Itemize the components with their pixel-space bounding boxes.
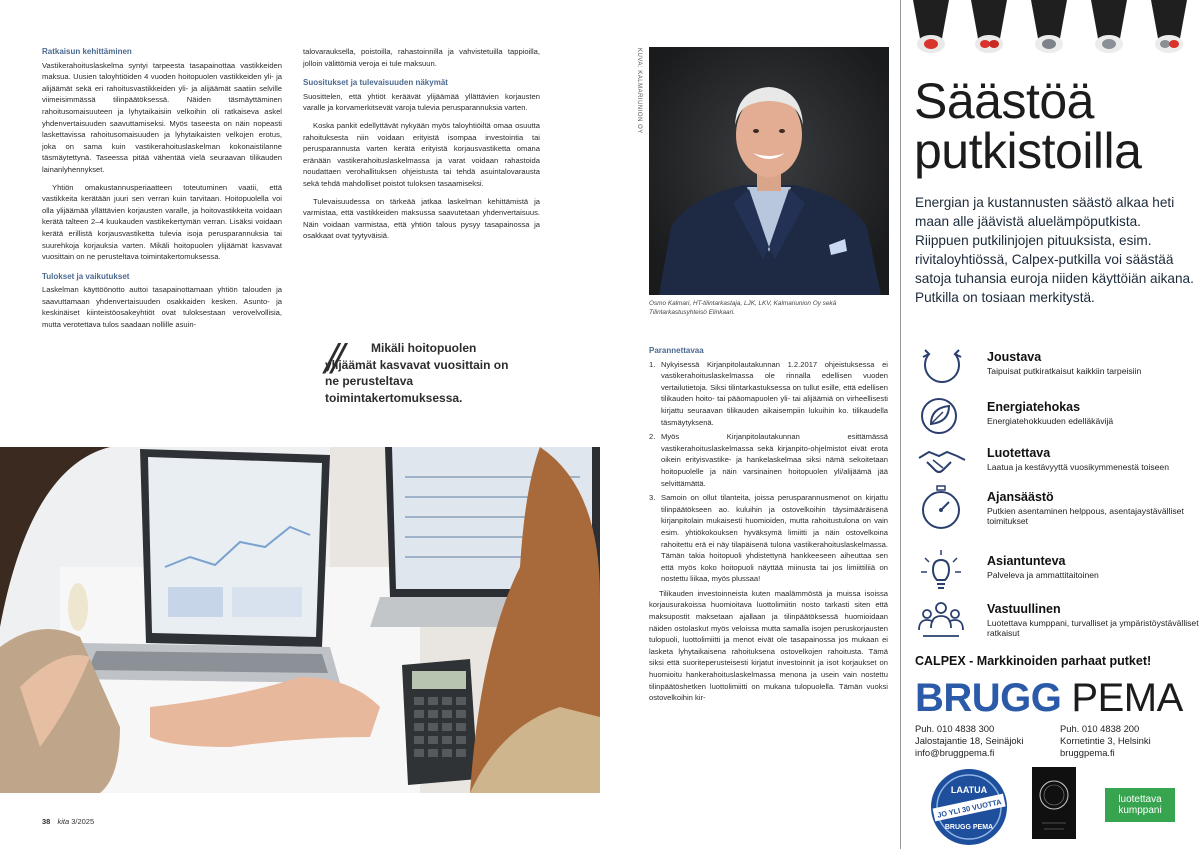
article-column-3 xyxy=(649,345,888,710)
lightbulb-icon xyxy=(917,548,967,596)
brugg-pema-advertisement xyxy=(900,0,1200,849)
photo-caption: Osmo Kalmari, HT-tilintarkastaja, LJK, LKV, Kalmariunion Oy sekä Tilintarkastusyhteisö Elinkaari. xyxy=(649,300,837,316)
badge-mid-text: JO YLI 30 VUOTTA xyxy=(936,797,1003,820)
list-item: 2. Myös Kirjanpitolautakunnan esittämässä vastikerahoituslaskelmassa sekä kirjanpito-ohjelmistot eivät erota oikein erityisvastike- ja hankelaskelmaa siksi nämä sekoitetaan hoitopuolelle ja näin varsinainen hoitopuolen yli/alijäämä jää selvittämättä. xyxy=(649,432,888,488)
paragraph: Yhtiön omakustannusperiaatteen toteutuminen vaatii, että vastikkeita kerätään juuri sen verran kuin tarvitaan. Hoitopuolella voi olla ylijäämää yllättävien korjausten varalle, ja hoitovastikkeita voidaan kerätä talteen 2–4 kuukauden vastikekertymän verran. Lisäksi voidaan kerätä erillistä korjausvastiketta tulevia isoja perusparannuksia tai suurehkoja korjauksia varten. Mikäli hoitopuolen ylijäämät kasvavat vuosittain on ne perusteltava toimintakertomuksessa. xyxy=(42,182,282,262)
paragraph: Tilikauden investoinneista kuten maalämmöstä ja muissa isoissa korjausurakoissa huomioitava luottolimiitin nosto tarkasti siten että maksupostit maksetaan ajallaan ja tilinpäätöksessä huomioidaan näiden ostolaskut myös veloissa mutta samalla isojen peruskorjausten tulopuoli, luottolimiitti ja menot eivät ole tasapainossa jos mukaan ei lasketa lyhytaikaisena rahoituksena ostovelkojen rahoitusta. Tämä siksi että suoriteperusteisesti kirjatut investoinnit ja isot korjaukset on huomioitu hankerahoituslaskelmassa menona ja usein vain nostettu tilinpäätöshetken luottolimiitti on mukana tulopuolella. Tämän vuoksi ostovelkoihin kir- xyxy=(649,588,888,703)
feature-ajansaasto: Ajansäästö Putkien asentaminen helppous, asentajaystävälliset toimitukset xyxy=(917,484,1200,534)
badge-bottom-text: BRUGG PEMA xyxy=(944,824,994,831)
badge-top-text: LAATUA xyxy=(950,785,988,795)
handshake-icon xyxy=(917,440,967,484)
stopwatch-icon xyxy=(917,484,967,532)
list-item: 1. Nykyisessä Kirjanpitolautakunnan 1.2.2017 ohjeistuksessa ei vastikerahoituslaskelmassa ole rinnalla edellisen vuoden vertailutietoja. Siksi tilintarkastuksessa on tullut esille, että edellisen tilikauden hoito- tai pääomapuolen yli- tai alijäämiä on virheellisesti kirjattu seuraavan tilikauden aikaisempiin lukuihin ko. tilikaudella täsmäytyksenä. xyxy=(649,359,888,427)
contact-seinajoki xyxy=(915,723,1023,759)
article-column-1 xyxy=(42,46,282,337)
portrait-photo xyxy=(649,47,889,295)
office-illustration xyxy=(0,447,600,793)
paragraph: Laskelman käyttöönotto auttoi tasapainottamaan yhtiön talouden ja saavuttamaan yhdenvertaisuuden osakkaiden kesken. Asunto- ja keskinäiset kiinteistöosakeyhtiöt ovat tuloksestaan verovelvollisia, mutta verotettava tulos saadaan nollille asuin- xyxy=(42,285,282,330)
quality-badge xyxy=(929,767,1009,847)
section-heading: Parannettavaa xyxy=(649,346,704,355)
paragraph: Vastikerahoituslaskelma syntyi tarpeesta tasapainottaa vastikkeiden maksua. Uusien taloyhtiöiden 4 vuoden hoitopuolen vastikkeiden yli- ja alijäämät sekä eri rahoitusvastikkeiden yli- ja alijäämät saatiin selville viimeisimmässä tilinpäätöksessä. Näiden täsmäyttäminen rahoitusomaisuuteen ja lyhytaikaisiin velkoihin oli ratkaiseva askel yhdenvertaisuuden saavuttamiseksi. Myös taseesta on näin nopeasti laskettavissa rahoitusomaisuuden ja lyhytaikaisten velkojen erotus, joka on sama kuin vastikerahoituslaskelman kokonaistilanne täsmäytettynä. Taseessa pitää vähentää vielä seuraavan tilikauden lainanlyhennykset. xyxy=(42,60,282,174)
feature-vastuullinen: Vastuullinen Luotettava kumppani, turvalliset ja ympäristöystävälliset ratkaisut xyxy=(917,596,1200,646)
page-footer xyxy=(42,817,94,826)
photo-credit xyxy=(633,48,645,238)
feature-luotettava: Luotettava Laatua ja kestävyyttä vuosikymmenestä toiseen xyxy=(917,440,1200,490)
pull-quote xyxy=(325,332,525,406)
ad-headline: Säästöä putkistoilla xyxy=(914,73,1142,179)
website: bruggpema.fi xyxy=(1060,747,1115,758)
ad-intro-text: Energian ja kustannusten säästö alkaa heti maan alle jäävistä aluelämpöputkista. Riippuen putkilinjojen pituuksista, esim. rivitaloyhtiössä, Calpex-putkilla voi säästää satoja tuhansia euroja niiden käyttöiän aikana. Putkilla on tosiaan merkitystä. xyxy=(915,195,1194,305)
leaf-icon xyxy=(917,394,967,438)
ad-slogan: CALPEX - Markkinoiden parhaat putket! xyxy=(915,654,1152,668)
contact-helsinki xyxy=(1060,723,1151,759)
photo-credit-text: KUVA: KALMARIUNION OY xyxy=(636,48,642,134)
feature-asiantunteva: Asiantunteva Palveleva ja ammattitaitoinen xyxy=(917,548,1200,598)
street-address: Jalostajantie 18, Seinäjoki xyxy=(915,735,1024,746)
street-address: Kornetintie 3, Helsinki xyxy=(1060,735,1151,746)
numbered-list xyxy=(649,359,888,585)
email-address: info@bruggpema.fi xyxy=(915,747,995,758)
section-heading: Ratkaisun kehittäminen xyxy=(42,47,132,56)
section-heading: Tulokset ja vaikutukset xyxy=(42,271,130,281)
flex-arrows-icon xyxy=(917,344,967,388)
magazine-name: kita xyxy=(57,817,70,826)
page-number: 38 xyxy=(42,817,51,826)
paragraph: Suosittelen, että yhtiöt keräävät ylijäämää yllättävien korjausten varalle ja korvamerkitsevät varoja tulevia perusparannuksia varten. xyxy=(303,91,540,113)
quote-marks-icon: // xyxy=(325,332,339,383)
paragraph: Koska pankit edellyttävät nykyään myös taloyhtiöiltä omaa osuutta rahoituksesta niin voidaan erityistä isompaa investointia tai perusparannusta varten kerätä erityistä korjausvastiketta omana eränään vastikerahoituslaskelmassa ja varat voidaan rahastoida noudattaen verohallituksen ohjeistusta tai tehdä asuintalovarausta sekä tehdä mahdolliset poistot tuloksen tasaamiseksi. xyxy=(303,120,540,188)
certification-badge xyxy=(1032,767,1076,839)
phone-number: Puh. 010 4838 200 xyxy=(1060,723,1140,734)
list-item: 3. Samoin on ollut tilanteita, joissa perusparannusmenot on kirjattu tilinpäätökseen ao. kuluihin ja ostovelkoihin täysimääräisenä kirjanpitolain mukaisesti huomioiden, mutta rahoitustulona on vain esim. yhtiökokouksen hyväksymä limiitti ja näin ostovelkoina rahoitettu erä ei näy tilapäisenä tulona vastikerahoituslaskelmassa. Tämän takia hoitopuoli yhdistettynä hankkeeseen aiheuttaa sen että myös koko hoitopuoli näyttää miinusta tai jos limiittiliiä on nostettu liikaa, myös plussaa! xyxy=(649,493,888,584)
certificate-seal-icon xyxy=(1032,767,1076,839)
feature-joustava: Joustava Taipuisat putkiratkaisut kaikkiin tarpeisiin xyxy=(917,344,1200,394)
paragraph: talovarauksella, poistoilla, rahastoinnilla ja vahvistetuilla tappioilla, jolloin välittömiä veroja ei tule maksuun. xyxy=(303,47,540,68)
issue-number: 3/2025 xyxy=(71,817,95,826)
brugg-pema-logo: BRUGG PEMA xyxy=(915,676,1183,720)
portrait-illustration xyxy=(649,47,889,295)
phone-number: Puh. 010 4838 300 xyxy=(915,723,995,734)
paragraph: Tulevaisuudessa on tärkeää jatkaa laskelman kehittämistä ja varmistaa, että vastikkeiden maksussa saavutetaan yhdenvertaisuus. Näin voidaan varmistaa, että yhtiön talous pysyy tasapainossa ja osakkaat ovat tyytyväisiä. xyxy=(303,196,540,241)
article-column-2 xyxy=(303,46,540,248)
section-heading: Suositukset ja tulevaisuuden näkymät xyxy=(303,78,448,88)
pipes-illustration xyxy=(901,0,1200,60)
trusted-partner-badge: luotettava kumppani xyxy=(1105,788,1175,822)
team-icon xyxy=(917,596,967,644)
feature-energiatehokas: Energiatehokas Energiatehokkuuden edelläkävijä xyxy=(917,394,1200,444)
pull-quote-text: Mikäli hoitopuolen ylijäämät kasvavat vuosittain on ne perusteltava toimintakertomuksessa. xyxy=(325,341,509,405)
office-photo xyxy=(0,447,600,793)
